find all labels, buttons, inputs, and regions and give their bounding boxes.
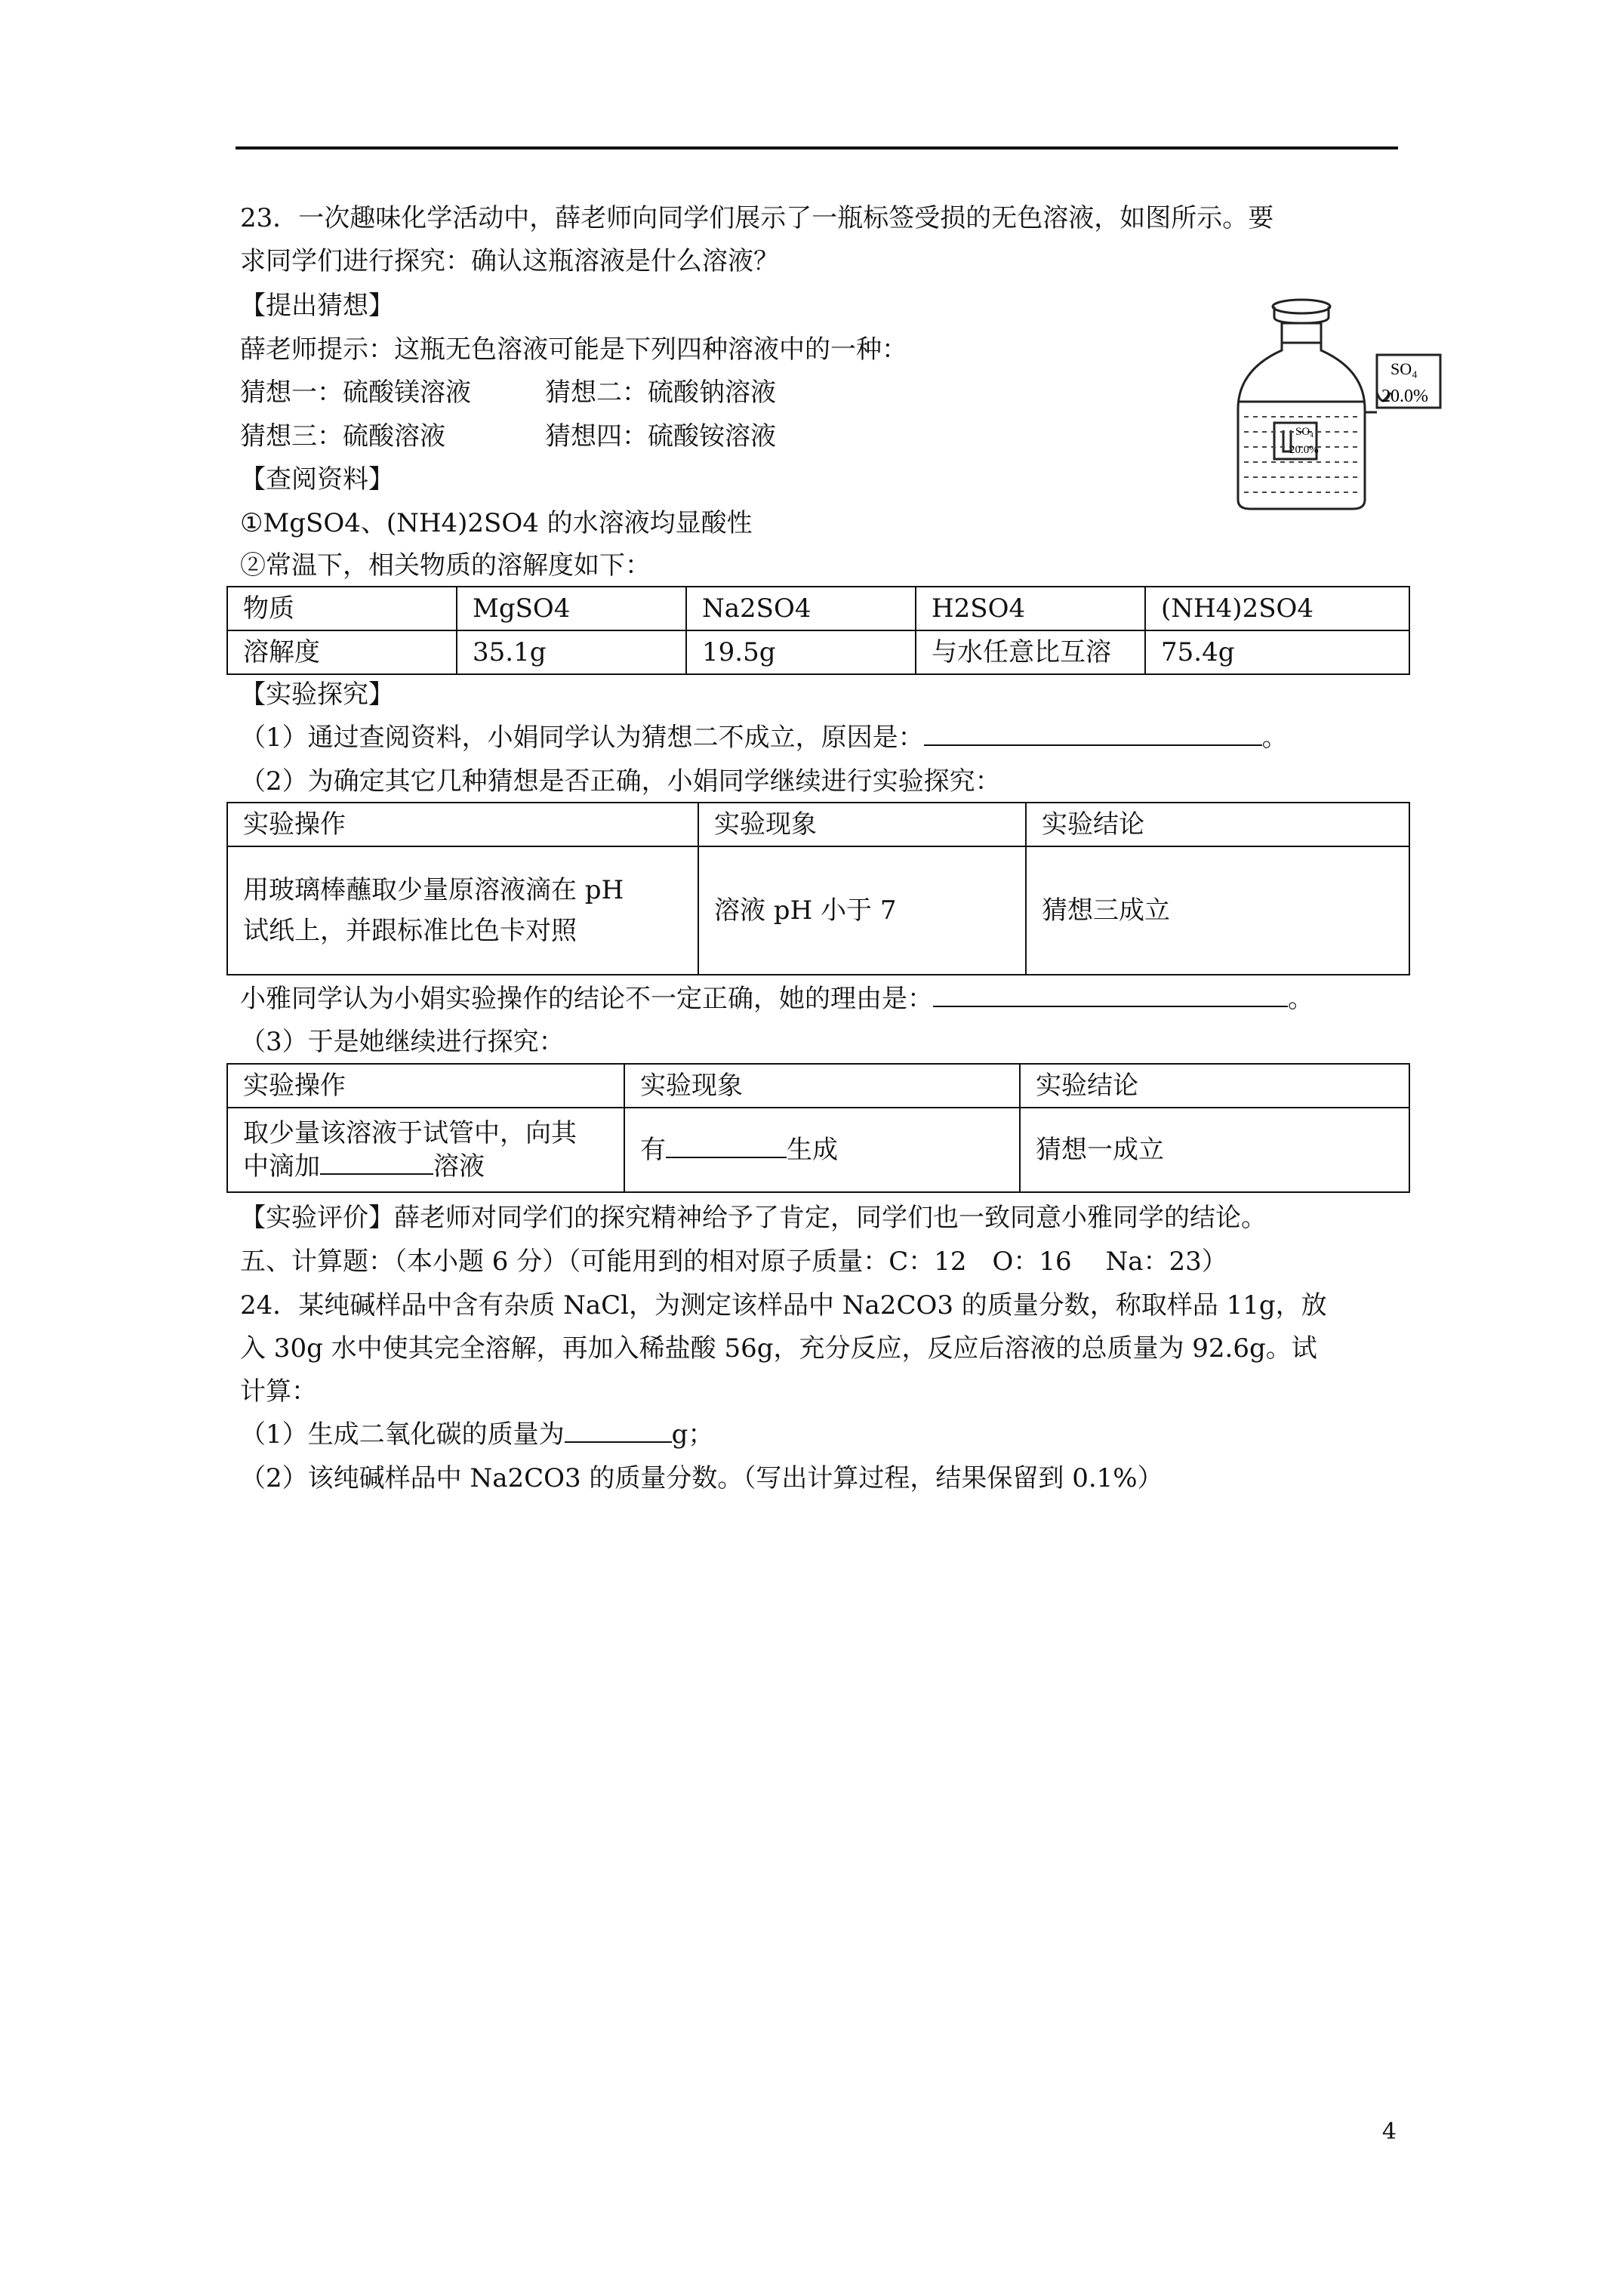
guess-4: 猜想四：硫酸铵溶液 [545, 421, 776, 451]
guess-row-2 [240, 419, 1403, 454]
header-phenomenon: 实验现象 [698, 803, 1026, 846]
experiment-table-2 [226, 1063, 1410, 1193]
cell: 75.4g [1145, 630, 1409, 674]
reference-2: ②常温下，相关物质的溶解度如下： [240, 550, 651, 581]
cell: (NH4)2SO4 [1145, 587, 1409, 630]
part1-text: （1）通过查阅资料，小娟同学认为猜想二不成立，原因是： [240, 723, 924, 753]
page-number: 4 [1381, 2119, 1397, 2145]
experiment-table-1 [226, 802, 1410, 975]
part3-question: （3）于是她继续进行探究： [240, 1027, 565, 1057]
solubility-value-row [227, 630, 1409, 674]
cell: Na2SO4 [686, 587, 916, 630]
experiment-table-2-header [227, 1064, 1409, 1108]
header-rule [236, 146, 1398, 149]
q24-line2: 入 30g 水中使其完全溶解，再加入稀盐酸 56g，充分反应，反应后溶液的总质量为 92.6g。试 [240, 1333, 1317, 1364]
op-prefix: 中滴加 [243, 1151, 320, 1182]
xiaoya-text: 小雅同学认为小娟实验操作的结论不一定正确，她的理由是： [240, 984, 933, 1014]
experiment-table-1-header [227, 803, 1409, 846]
xiaoya-reason [240, 982, 1403, 1016]
answer-blank-1[interactable] [924, 722, 1262, 746]
section-experiment: 【实验探究】 [240, 680, 394, 710]
cell-phenomenon: 溶液 pH 小于 7 [698, 846, 1026, 975]
part1-period: 。 [1261, 723, 1288, 753]
inner-label-formula: SO₄ [1295, 426, 1314, 438]
cell: 溶解度 [227, 630, 457, 674]
xiaoya-period: 。 [1288, 984, 1313, 1014]
operation-line-2 [243, 1150, 608, 1183]
guess-1: 猜想一：硫酸镁溶液 [240, 378, 471, 408]
q24-sub1 [240, 1417, 1403, 1452]
guess-row-1 [240, 375, 1403, 410]
experiment-evaluation: 【实验评价】薛老师对同学们的探究精神给予了肯定，同学们也一致同意小雅同学的结论。 [240, 1203, 1267, 1233]
outer-label-formula: SO₄ [1390, 359, 1418, 378]
cell: 与水任意比互溶 [916, 630, 1145, 674]
q23-intro-line1: 23．一次趣味化学活动中，薛老师向同学们展示了一瓶标签受损的无色溶液，如图所示。要 [240, 203, 1274, 233]
section-reference: 【查阅资料】 [240, 464, 394, 495]
cell: MgSO4 [457, 587, 686, 630]
operation-line-1: 取少量该溶液于试管中，向其 [243, 1118, 577, 1148]
phen-suffix: 生成 [787, 1135, 838, 1165]
q24-sub2: （2）该纯碱样品中 Na2CO3 的质量分数。（写出计算过程，结果保留到 0.1%） [240, 1463, 1163, 1493]
cell-phenomenon [624, 1108, 1020, 1192]
experiment-table-1-row [227, 846, 1409, 975]
guess-3: 猜想三：硫酸溶液 [240, 421, 445, 451]
solubility-table [226, 586, 1410, 675]
header-operation: 实验操作 [227, 803, 698, 846]
header-conclusion: 实验结论 [1020, 1064, 1409, 1108]
part2-question: （2）为确定其它几种猜想是否正确，小娟同学继续进行实验探究： [240, 766, 1001, 797]
phen-prefix: 有 [640, 1135, 666, 1165]
answer-blank-reagent[interactable] [320, 1151, 433, 1175]
solubility-header-row [227, 587, 1409, 630]
part1-question [240, 720, 1403, 755]
reagent-bottle-illustration [1229, 296, 1455, 515]
cell: 物质 [227, 587, 457, 630]
section5-heading: 五、计算题：（本小题 6 分）（可能用到的相对原子质量：C：12 O：16 Na：23） [240, 1247, 1227, 1277]
cell: 35.1g [457, 630, 686, 674]
header-phenomenon: 实验现象 [624, 1064, 1020, 1108]
cell-operation [227, 1108, 624, 1192]
header-operation: 实验操作 [227, 1064, 624, 1108]
teacher-hint: 薛老师提示：这瓶无色溶液可能是下列四种溶液中的一种： [240, 334, 907, 365]
operation-line-1: 用玻璃棒蘸取少量原溶液滴在 pH [243, 875, 624, 905]
cell: H2SO4 [916, 587, 1145, 630]
guess-2: 猜想二：硫酸钠溶液 [545, 378, 776, 408]
q24-sub1-unit: g； [671, 1419, 714, 1450]
q24-line1: 24．某纯碱样品中含有杂质 NaCl，为测定该样品中 Na2CO3 的质量分数，称取样品 11g，放 [240, 1290, 1327, 1321]
cell-operation [227, 846, 698, 975]
cell-conclusion: 猜想一成立 [1020, 1108, 1409, 1192]
q24-sub1-text: （1）生成二氧化碳的质量为 [240, 1419, 565, 1450]
reference-1: ①MgSO4、(NH4)2SO4 的水溶液均显酸性 [240, 508, 753, 538]
cell-conclusion: 猜想三成立 [1026, 846, 1409, 975]
outer-label-percent: 20.0% [1381, 387, 1428, 406]
cell: 19.5g [686, 630, 916, 674]
answer-blank-2[interactable] [933, 983, 1288, 1007]
q23-intro-line2: 求同学们进行探究：确认这瓶溶液是什么溶液？ [240, 246, 779, 276]
experiment-table-2-row [227, 1108, 1409, 1192]
answer-blank-co2[interactable] [565, 1419, 672, 1443]
q24-line3: 计算： [240, 1376, 317, 1407]
answer-blank-product[interactable] [666, 1134, 787, 1158]
operation-line-2: 试纸上，并跟标准比色卡对照 [243, 916, 577, 946]
inner-label-percent: 20.0% [1289, 444, 1319, 456]
op-suffix: 溶液 [433, 1151, 485, 1182]
header-conclusion: 实验结论 [1026, 803, 1409, 846]
section-hypothesis: 【提出猜想】 [240, 291, 394, 321]
